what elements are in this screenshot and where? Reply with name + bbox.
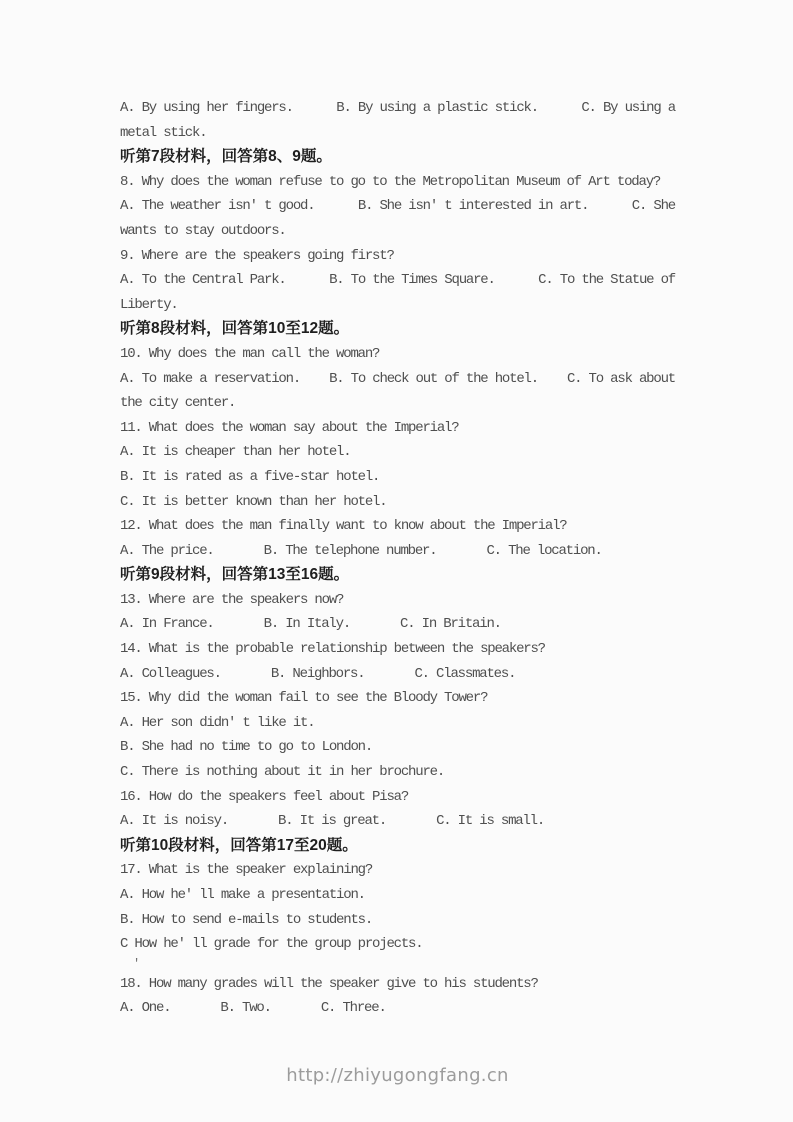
option-item: A. It is noisy. [120,813,229,830]
option-row [120,539,675,564]
option-item: C. To ask about [566,370,675,387]
option-line: C. There is nothing about it in her brochure. [120,764,445,781]
question-line: 15. Why did the woman fail to see the Bloody Tower? [120,690,488,707]
option-item: C. Classmates. [414,665,516,682]
option-row [120,996,675,1021]
option-item: B. It is great. [278,813,387,830]
continuation-line: the city center. [120,395,236,412]
option-item: A. One. [120,1000,171,1017]
option-item: A. The weather isn' t good. [120,198,315,215]
option-item: B. To check out of the hotel. [329,370,538,387]
continuation-line: metal stick. [120,124,207,141]
exam-lines [120,96,675,1021]
section-header: 听第7段材料，回答第8、9题。 [120,148,332,166]
option-item: A. Colleagues. [120,665,221,682]
question-line: 9. Where are the speakers going first? [120,247,394,264]
option-item: C. Three. [320,1000,386,1017]
option-item: C. By using a [581,100,675,116]
option-row [120,612,675,637]
option-line: A. Her son didn' t like it. [120,714,315,731]
question-line: 18. How many grades will the speaker give to his students? [120,975,538,992]
option-item: A. The price. [120,542,214,559]
watermark-url: http://zhiyugongfang.cn [286,1064,509,1086]
section-header: 听第9段材料，回答第13至16题。 [120,566,350,584]
option-row [120,194,675,219]
section-header: 听第10段材料，回答第17至20题。 [120,836,358,854]
option-item: C. To the Statue of [538,272,675,289]
question-line: 13. Where are the speakers now? [120,591,344,608]
question-line: 12. What does the man finally want to know about the Imperial? [120,518,567,535]
option-item: B. The telephone number. [263,542,437,559]
option-line: A. It is cheaper than her hotel. [120,444,351,461]
option-item: A. By using her fingers. [120,100,293,116]
option-line: B. It is rated as a five-star hotel. [120,468,380,485]
option-item: A. In France. [120,616,214,633]
continuation-line: wants to stay outdoors. [120,222,286,239]
question-line: 11. What does the woman say about the Imperial? [120,419,459,436]
stray-mark: ' [133,956,141,971]
question-line: 17. What is the speaker explaining? [120,862,373,879]
option-line: B. She had no time to go to London. [120,739,373,756]
option-line: B. How to send e-mails to students. [120,911,373,928]
option-row [120,367,675,392]
question-line: 10. Why does the man call the woman? [120,345,380,362]
option-item: B. To the Times Square. [329,272,495,289]
continuation-line: Liberty. [120,296,178,313]
option-row [120,809,675,834]
question-line: 14. What is the probable relationship between the speakers? [120,641,545,658]
question-line: 16. How do the speakers feel about Pisa? [120,788,409,805]
option-row [120,268,675,293]
option-item: B. She isn' t interested in art. [357,198,589,215]
option-line: C. It is better known than her hotel. [120,493,387,510]
option-item: B. By using a plastic stick. [336,100,538,116]
option-item: C. In Britain. [400,616,501,633]
option-line: A. How he' ll make a presentation. [120,887,365,903]
option-item: B. Neighbors. [270,665,365,682]
option-row [120,662,675,687]
option-item: B. In Italy. [263,616,351,633]
option-item: C. It is small. [436,813,545,830]
question-line: 8. Why does the woman refuse to go to the Metropolitan Museum of Art today? [120,173,661,190]
option-item: A. To the Central Park. [120,272,286,289]
option-line: C How he' ll grade for the group projects. [120,936,423,953]
option-item: C. She [631,198,675,215]
option-item: B. Two. [220,1000,271,1017]
option-row [120,96,675,121]
option-item: C. The location. [486,542,602,559]
section-header: 听第8段材料，回答第10至12题。 [120,320,350,338]
option-item: A. To make a reservation. [120,370,301,387]
